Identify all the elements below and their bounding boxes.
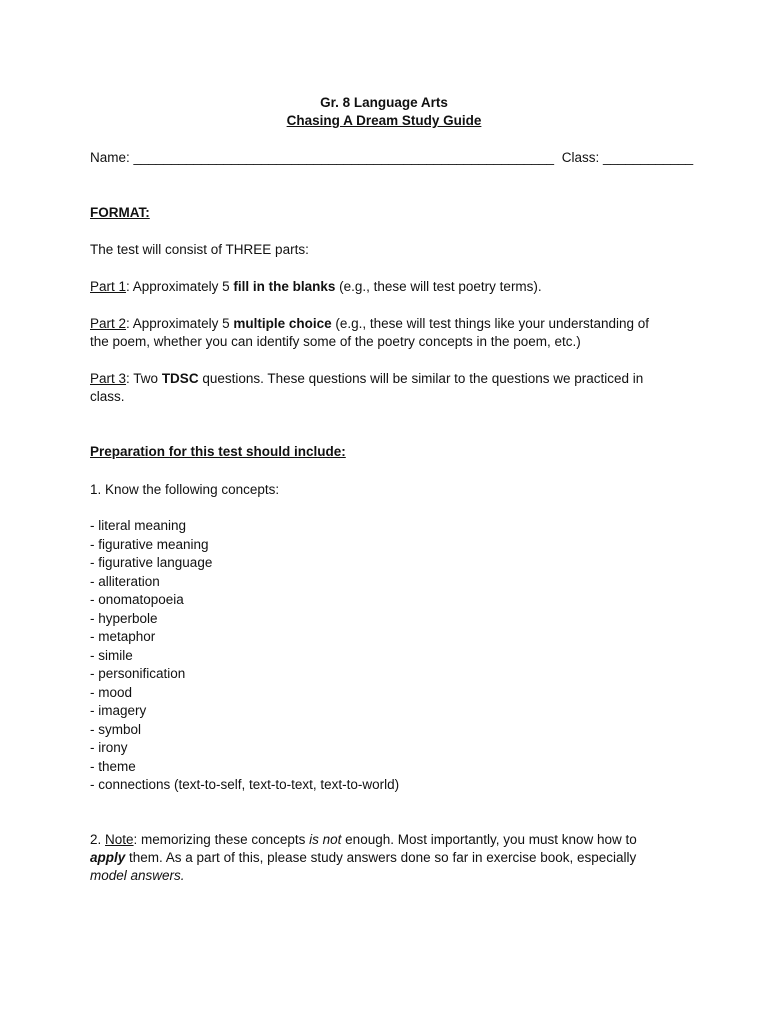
list-item: - symbol xyxy=(90,721,142,737)
part2-text-cont: the poem, whether you can identify some of the poetry concepts in the poem, etc.) xyxy=(90,334,581,349)
list-item: - theme xyxy=(90,758,136,774)
name-class-row xyxy=(90,149,693,167)
list-item: - onomatopoeia xyxy=(90,592,184,607)
part1-text: Part 1: Approximately 5 fill in the blanks (e.g., these will test poetry terms). xyxy=(90,279,542,294)
list-item: - personification xyxy=(90,666,186,681)
class-label: Class: xyxy=(561,150,600,165)
class-blank: ____________ xyxy=(603,150,694,165)
guide-title: Chasing A Dream Study Guide xyxy=(286,113,482,128)
course-title: Gr. 8 Language Arts xyxy=(320,95,448,110)
list-item: - literal meaning xyxy=(90,518,187,533)
note-line-3: model answers. xyxy=(90,868,185,883)
list-item: - irony xyxy=(90,740,128,755)
list-item: - connections (text-to-self, text-to-text, text-to-world) xyxy=(90,777,400,792)
note-line-2: apply them. As a part of this, please study answers done so far in exercise book, especially xyxy=(90,850,637,865)
list-item: - hyperbole xyxy=(90,610,158,626)
list-item: - figurative language xyxy=(90,555,213,570)
prep-item-1: 1. Know the following concepts: xyxy=(90,482,280,497)
list-item: - simile xyxy=(90,647,133,663)
part1-label: Part 1 xyxy=(90,279,127,294)
part3-text-cont: class. xyxy=(90,389,125,404)
part3-text: Part 3: Two TDSC questions. These questions will be similar to the questions we practiced in xyxy=(90,371,644,386)
format-intro: The test will consist of THREE parts: xyxy=(90,242,309,257)
format-heading: FORMAT: xyxy=(90,205,150,220)
list-item: - mood xyxy=(90,684,133,700)
part2-label: Part 2 xyxy=(90,316,127,331)
note-line-1: 2. Note: memorizing these concepts is not enough. Most importantly, you must know how to xyxy=(90,832,637,847)
list-item: - alliteration xyxy=(90,573,160,589)
name-label: Name: xyxy=(90,150,130,165)
list-item: - metaphor xyxy=(90,629,156,644)
list-item: - imagery xyxy=(90,703,147,718)
list-item: - figurative meaning xyxy=(90,536,209,552)
note-label: Note xyxy=(105,832,134,847)
part3-label: Part 3 xyxy=(90,371,127,386)
name-blank: ________________________________________________________ xyxy=(133,150,554,165)
part2-text: Part 2: Approximately 5 multiple choice (e.g., these will test things like your understanding of xyxy=(90,316,650,331)
prep-heading: Preparation for this test should include: xyxy=(90,444,346,459)
